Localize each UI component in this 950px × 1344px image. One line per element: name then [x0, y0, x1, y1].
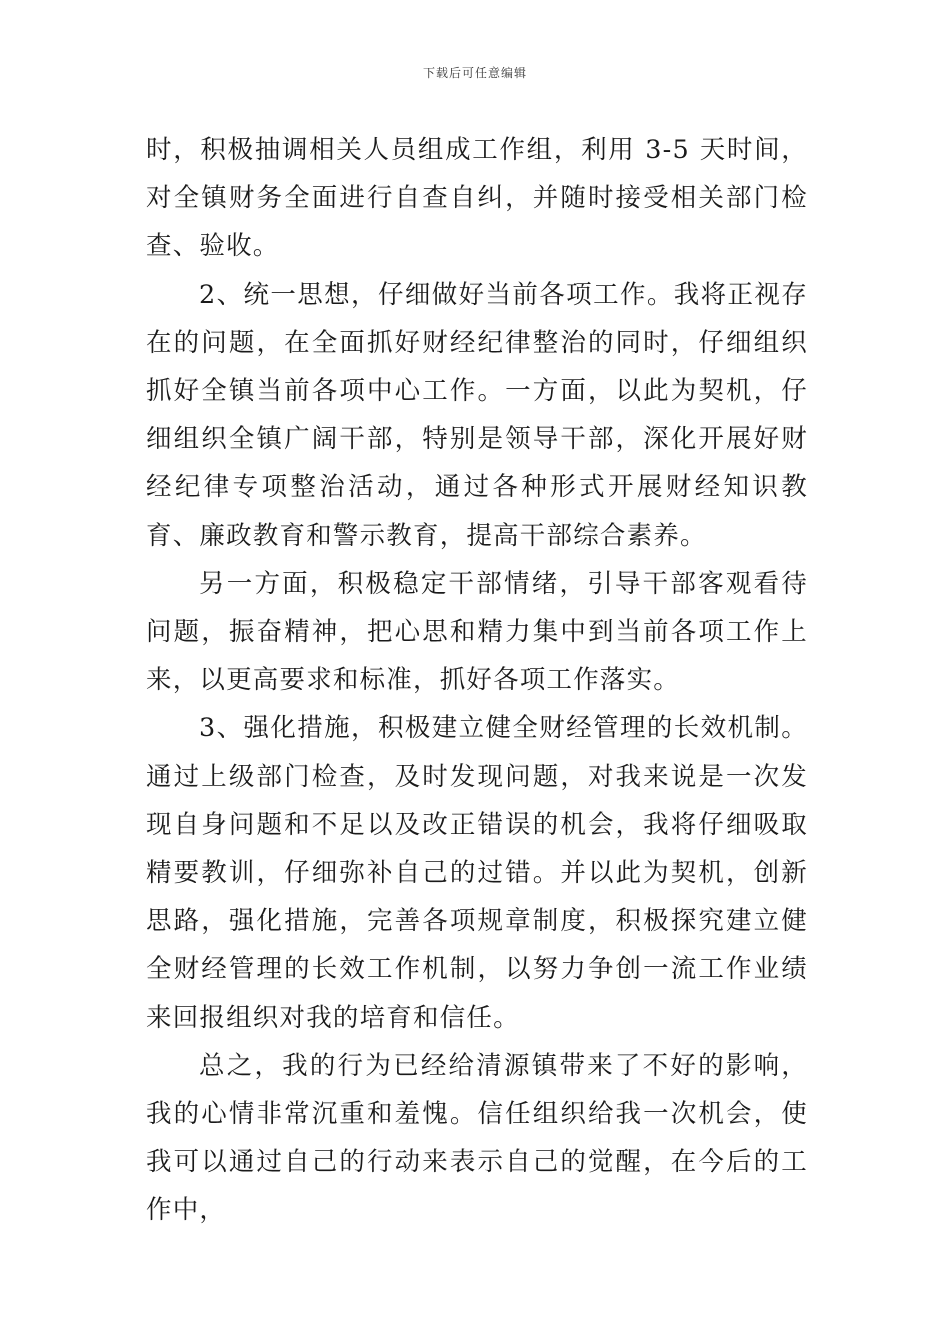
paragraph-continuation: 时，积极抽调相关人员组成工作组，利用 3-5 天时间，对全镇财务全面进行自查自纠，并随时接受相关部门检查、验收。 — [146, 135, 808, 262]
document-body — [146, 126, 808, 1235]
paragraph-strengthen-measures: 3、强化措施，积极建立健全财经管理的长效机制。通过上级部门检查，及时发现问题，对我来说是一次发现自身问题和不足以及改正错误的机会，我将仔细吸取精要教训，仔细弥补自己的过错。并以此为契机，创新思路，强化措施，完善各项规章制度，积极探究建立健全财经管理的长效工作机制，以努力争创一流工作业绩来回报组织对我的培育和信任。 — [146, 713, 808, 1033]
paragraph-unify-thinking: 2、统一思想，仔细做好当前各项工作。我将正视存在的问题，在全面抓好财经纪律整治的同时，仔细组织抓好全镇当前各项中心工作。一方面，以此为契机，仔细组织全镇广阔干部，特别是领导干部，深化开展好财经纪律专项整治活动，通过各种形式开展财经知识教育、廉政教育和警示教育，提高干部综合素养。 — [146, 279, 808, 551]
paragraph-conclusion: 总之，我的行为已经给清源镇带来了不好的影响，我的心情非常沉重和羞愧。信任组织给我一次机会，使我可以通过自己的行动来表示自己的觉醒，在今后的工作中， — [146, 1050, 808, 1226]
paragraph-other-hand: 另一方面，积极稳定干部情绪，引导干部客观看待问题，振奋精神，把心思和精力集中到当前各项工作上来，以更高要求和标准，抓好各项工作落实。 — [146, 568, 808, 696]
page-header: 下载后可任意编辑 — [422, 66, 527, 80]
